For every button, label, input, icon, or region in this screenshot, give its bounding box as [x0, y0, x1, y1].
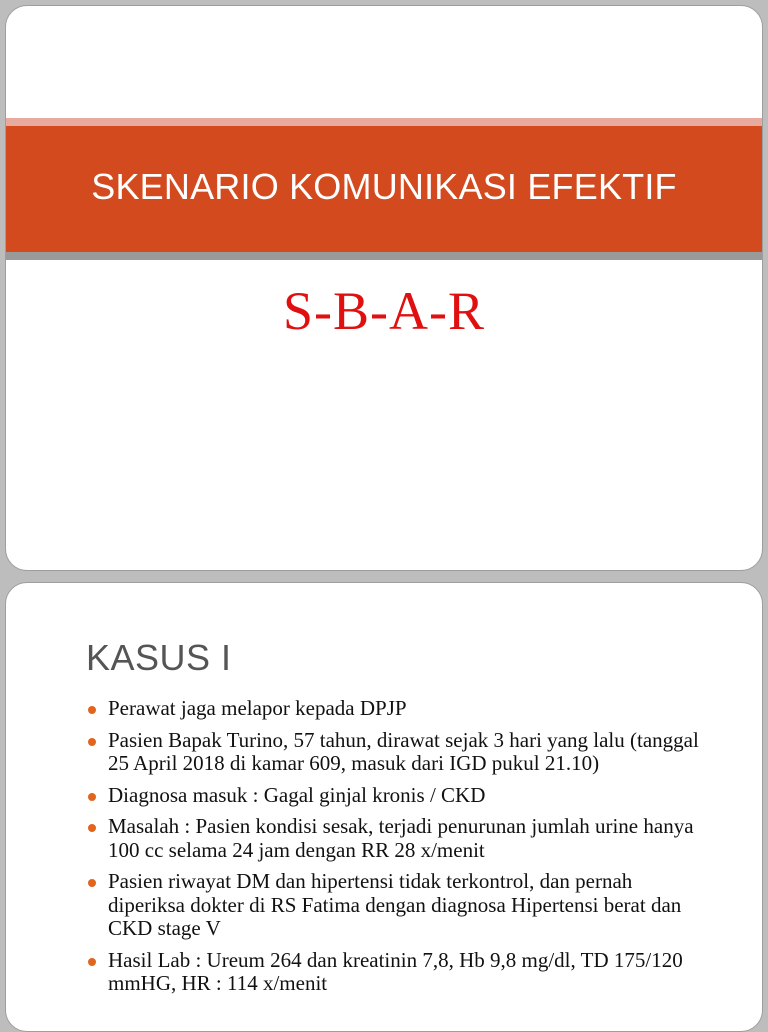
bullet-dot-icon [88, 706, 96, 714]
bullet-list [88, 697, 708, 1004]
bullet-text: Diagnosa masuk : Gagal ginjal kronis / CKD [108, 782, 486, 807]
bullet-item [88, 729, 708, 776]
bullet-text: Hasil Lab : Ureum 264 dan kreatinin 7,8, Hb 9,8 mg/dl, TD 175/120 mmHG, HR : 114 x/menit [108, 947, 683, 995]
bullet-text: Perawat jaga melapor kepada DPJP [108, 696, 407, 720]
bullet-dot-icon [88, 824, 96, 832]
bullet-text: Pasien riwayat DM dan hipertensi tidak terkontrol, dan pernah diperiksa dokter di RS Fatima dengan diagnosa Hipertensi berat dan CKD stage V [108, 869, 682, 940]
bullet-dot-icon [88, 879, 96, 887]
bullet-item [88, 870, 708, 941]
title-band-bottom-stripe [6, 252, 762, 260]
case-heading: KASUS I [86, 637, 232, 678]
bullet-item [88, 697, 708, 721]
bullet-text: Masalah : Pasien kondisi sesak, terjadi penurunan jumlah urine hanya 100 cc selama 24 jam dengan RR 28 x/menit [108, 814, 694, 862]
title-slide [5, 5, 763, 571]
slide-title: SKENARIO KOMUNIKASI EFEKTIF [91, 166, 677, 207]
title-band-top-stripe [6, 118, 762, 126]
bullet-dot-icon [88, 958, 96, 966]
bullet-item [88, 949, 708, 996]
bullet-dot-icon [88, 793, 96, 801]
bullet-item [88, 784, 708, 808]
bullet-dot-icon [88, 738, 96, 746]
slide-subtitle: S-B-A-R [282, 281, 485, 341]
bullet-item [88, 815, 708, 862]
title-band [6, 126, 762, 252]
case-slide [5, 582, 763, 1032]
bullet-text: Pasien Bapak Turino, 57 tahun, dirawat sejak 3 hari yang lalu (tanggal 25 April 2018 di kamar 609, masuk dari IGD pukul 21.10) [108, 727, 699, 775]
